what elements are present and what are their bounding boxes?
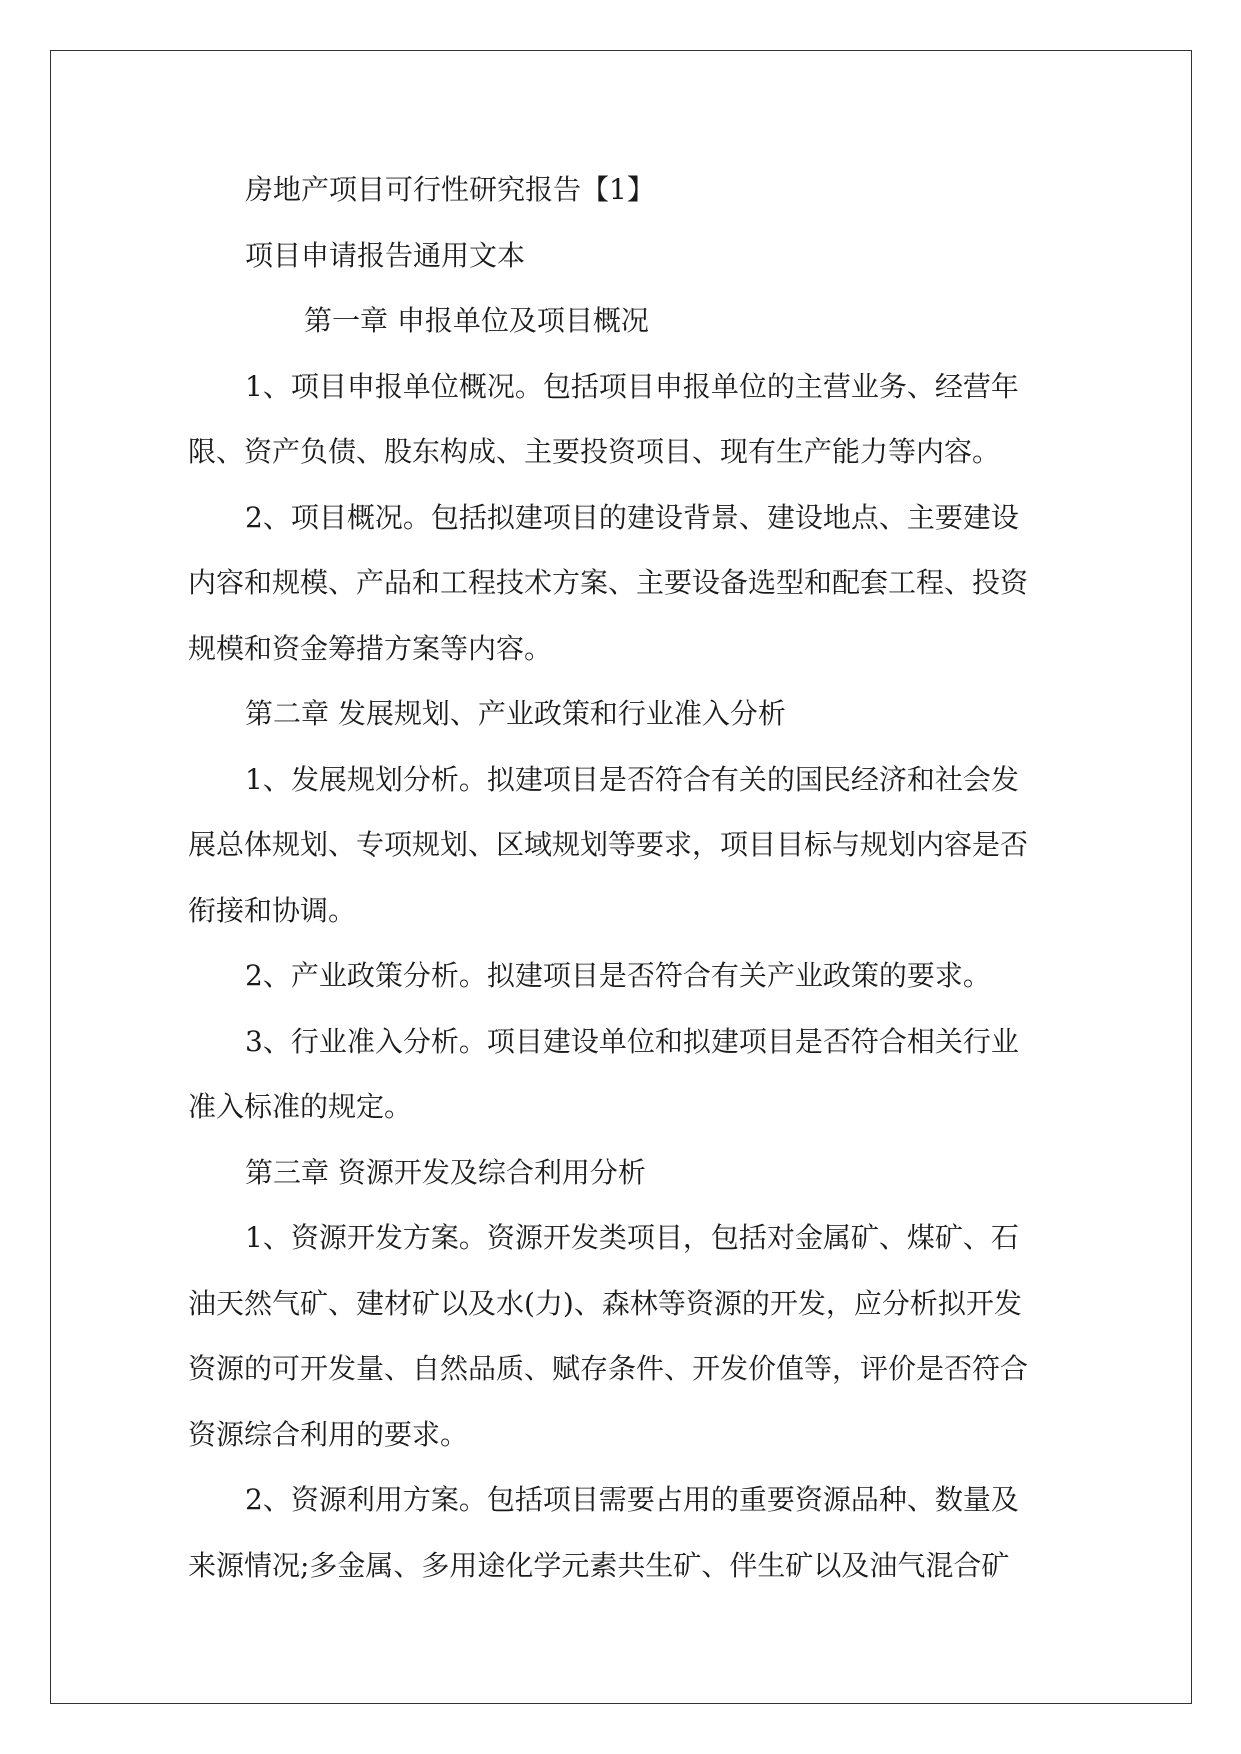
paragraph-line: 准入标准的规定。 bbox=[188, 1090, 413, 1123]
paragraph-line: 1、项目申报单位概况。包括项目申报单位的主营业务、经营年 bbox=[245, 369, 1019, 403]
paragraph-line: 规模和资金筹措方案等内容。 bbox=[188, 631, 553, 665]
document-subtitle: 项目申请报告通用文本 bbox=[245, 238, 526, 272]
paragraph-line: 1、资源开发方案。资源开发类项目，包括对金属矿、煤矿、石 bbox=[245, 1221, 1019, 1254]
paragraph-line: 3、行业准入分析。项目建设单位和拟建项目是否符合相关行业 bbox=[245, 1024, 1019, 1058]
paragraph-line: 1、发展规划分析。拟建项目是否符合有关的国民经济和社会发 bbox=[245, 762, 1019, 796]
document-body bbox=[188, 157, 1058, 1598]
paragraph-line: 限、资产负债、股东构成、主要投资项目、现有生产能力等内容。 bbox=[188, 435, 1001, 468]
paragraph-line: 油天然气矿、建材矿以及水(力)、森林等资源的开发，应分析拟开发 bbox=[188, 1286, 1022, 1320]
paragraph-line: 2、资源利用方案。包括项目需要占用的重要资源品种、数量及 bbox=[245, 1483, 1019, 1516]
chapter-3-heading: 第三章 资源开发及综合利用分析 bbox=[245, 1155, 646, 1189]
chapter-2-heading: 第二章 发展规划、产业政策和行业准入分析 bbox=[245, 697, 786, 730]
paragraph-line: 内容和规模、产品和工程技术方案、主要设备选型和配套工程、投资 bbox=[188, 566, 1029, 599]
paragraph-line: 2、产业政策分析。拟建项目是否符合有关产业政策的要求。 bbox=[245, 959, 991, 992]
paragraph-line: 展总体规划、专项规划、区域规划等要求，项目目标与规划内容是否 bbox=[188, 828, 1029, 861]
paragraph-line: 2、项目概况。包括拟建项目的建设背景、建设地点、主要建设 bbox=[245, 500, 1019, 534]
document-title: 房地产项目可行性研究报告【1】 bbox=[245, 173, 655, 206]
paragraph-line: 衔接和协调。 bbox=[188, 893, 357, 927]
paragraph-line: 来源情况;多金属、多用途化学元素共生矿、伴生矿以及油气混合矿 bbox=[188, 1548, 1010, 1582]
paragraph-line: 资源的可开发量、自然品质、赋存条件、开发价值等，评价是否符合 bbox=[188, 1352, 1029, 1385]
paragraph-line: 资源综合利用的要求。 bbox=[188, 1417, 469, 1451]
chapter-1-heading: 第一章 申报单位及项目概况 bbox=[304, 304, 649, 337]
